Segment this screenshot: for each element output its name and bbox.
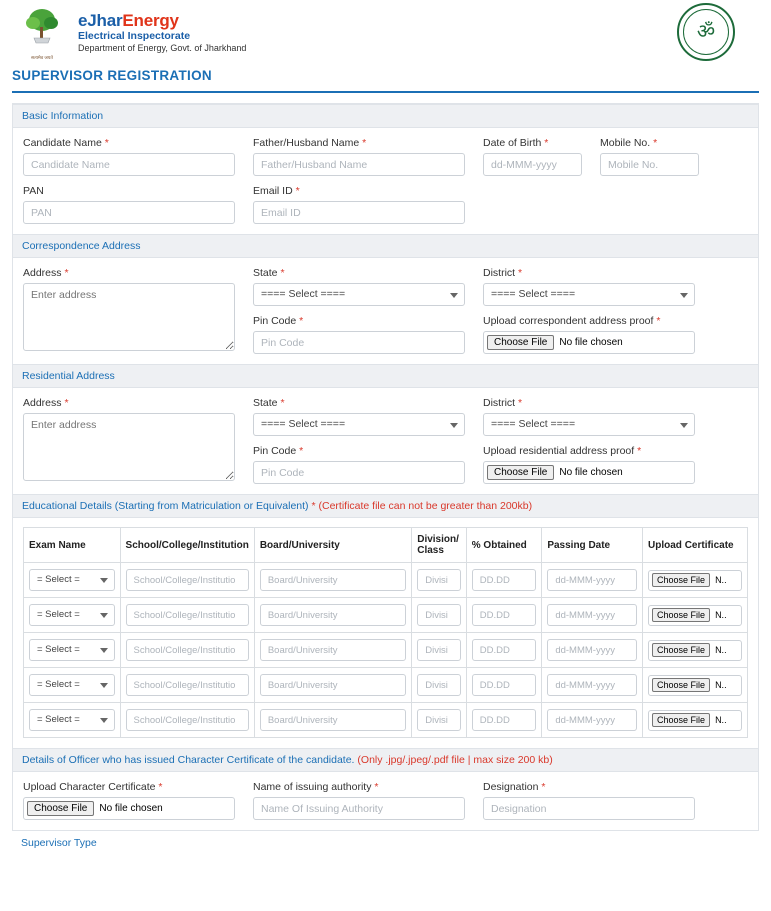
cell-passing-date [542,598,643,633]
choose-file-button[interactable]: Choose File [652,608,710,622]
cell-percent [466,563,542,598]
field-email-id [253,185,465,224]
file-name-label: N.. [715,680,727,690]
passing-date-input[interactable] [547,639,637,661]
passing-date-input[interactable] [547,604,637,626]
required-marker: * [295,185,300,197]
table-row [24,703,748,738]
cell-exam-name [24,633,121,668]
board-university-input[interactable] [260,639,406,661]
label-email-id [253,185,465,197]
residential-district-select-wrap[interactable] [483,413,695,436]
brand-title-first: eJhar [78,10,123,30]
designation-input[interactable] [483,797,695,820]
institution-input[interactable] [126,639,249,661]
required-marker: * [544,137,549,149]
title-divider [12,91,759,93]
file-name-label: No file chosen [99,803,163,814]
required-marker: * [656,315,661,327]
column-division-class: Division/ Class [412,528,467,563]
institution-input[interactable] [126,674,249,696]
date-of-birth-input[interactable] [483,153,582,176]
email-id-input[interactable] [253,201,465,224]
cell-percent [466,598,542,633]
cell-board-university [254,668,411,703]
label-father-husband-name-text: Father/Husband Name [253,137,360,149]
file-name-label: N.. [715,645,727,655]
label-character-certificate-text: Upload Character Certificate [23,781,156,793]
cell-institution [120,598,254,633]
column-institution: School/College/Institution [120,528,254,563]
label-residential-address-proof [483,445,695,457]
cell-institution [120,563,254,598]
correspondence-row [23,267,748,354]
label-correspondence-district-text: District [483,267,516,279]
label-candidate-name-text: Candidate Name [23,137,102,149]
label-correspondence-pincode-text: Pin Code [253,315,297,327]
file-name-label: N.. [715,575,727,585]
section-header-correspondence-address: Correspondence Address [13,234,758,258]
choose-file-button[interactable]: Choose File [652,643,710,657]
choose-file-button[interactable]: Choose File [27,801,94,816]
label-correspondence-state-text: State [253,267,278,279]
section-header-supervisor-type: Supervisor Type [21,837,97,849]
father-husband-name-input[interactable] [253,153,465,176]
cell-passing-date [542,668,643,703]
page-title: SUPERVISOR REGISTRATION [12,68,212,83]
field-correspondence-address-proof [483,315,695,354]
required-marker: * [299,445,304,457]
correspondence-address-proof-file[interactable] [483,331,695,354]
cell-percent [466,703,542,738]
label-correspondence-address-text: Address [23,267,62,279]
brand-block [78,11,246,54]
file-name-label: N.. [715,715,727,725]
table-header-row [24,528,748,563]
required-marker: * [158,781,163,793]
label-character-certificate [23,781,235,793]
correspondence-state-select-wrap[interactable] [253,283,465,306]
required-marker: * [637,445,642,457]
field-residential-address-proof [483,445,695,484]
label-email-id-text: Email ID [253,185,293,197]
cell-board-university [254,633,411,668]
field-pan [23,185,235,224]
educational-details-table-wrap [13,518,758,748]
educational-details-note: (Certificate file can not be greater than 200kb) [318,500,533,512]
label-designation-text: Designation [483,781,539,793]
label-residential-district [483,397,695,409]
required-marker: * [64,397,69,409]
exam-name-select-wrap[interactable] [29,639,115,661]
label-residential-state-text: State [253,397,278,409]
required-marker: * [518,397,523,409]
exam-name-select-wrap[interactable] [29,674,115,696]
basic-row-2 [23,185,748,224]
logo-caption: सत्यमेव जयते [31,55,53,60]
field-date-of-birth [483,137,582,176]
cell-passing-date [542,563,643,598]
required-marker: * [104,137,109,149]
choose-file-button[interactable]: Choose File [652,713,710,727]
label-correspondence-address [23,267,235,279]
table-row [24,668,748,703]
field-designation [483,781,695,820]
certificate-file[interactable] [648,605,742,626]
candidate-name-input[interactable] [23,153,235,176]
mobile-number-input[interactable] [600,153,699,176]
file-name-label: N.. [715,610,727,620]
brand-subtitle: Electrical Inspectorate [78,29,191,42]
table-row [24,563,748,598]
cell-division [412,598,467,633]
table-row [24,633,748,668]
exam-name-select-wrap[interactable] [29,709,115,731]
required-marker: * [362,137,367,149]
label-residential-pincode-text: Pin Code [253,445,297,457]
exam-name-select-wrap[interactable] [29,604,115,626]
section-header-educational-details [13,494,758,518]
pan-input[interactable] [23,201,235,224]
required-marker: * [518,267,523,279]
jharkhand-government-emblem [677,3,735,61]
emblem-glyph: ॐ [696,21,716,43]
character-certificate-file[interactable] [23,797,235,820]
cell-percent [466,668,542,703]
file-name-label: No file chosen [559,337,623,348]
division-input[interactable] [417,569,461,591]
certificate-file[interactable] [648,675,742,696]
correspondence-district-select[interactable] [483,283,695,306]
choose-file-button[interactable]: Choose File [487,465,554,480]
board-university-input[interactable] [260,604,406,626]
cell-exam-name [24,703,121,738]
cell-board-university [254,703,411,738]
label-correspondence-state [253,267,465,279]
required-marker: * [374,781,379,793]
cell-certificate [643,633,748,668]
registration-form [12,103,759,831]
exam-name-select[interactable] [29,604,115,626]
cell-institution [120,703,254,738]
choose-file-button[interactable]: Choose File [652,573,710,587]
officer-details-note: (Only .jpg/.jpeg/.pdf file | max size 200 kb) [357,754,553,766]
choose-file-button[interactable]: Choose File [652,678,710,692]
cell-passing-date [542,703,643,738]
division-input[interactable] [417,604,461,626]
officer-row [23,781,748,820]
cell-institution [120,633,254,668]
certificate-file[interactable] [648,640,742,661]
institution-input[interactable] [126,709,249,731]
correspondence-state-select[interactable] [253,283,465,306]
label-designation [483,781,695,793]
label-date-of-birth-text: Date of Birth [483,137,542,149]
section-header-basic-information: Basic Information [13,104,758,128]
label-mobile-number [600,137,699,149]
institution-input[interactable] [126,604,249,626]
cell-certificate [643,668,748,703]
institution-input[interactable] [126,569,249,591]
cell-certificate [643,563,748,598]
column-passing-date: Passing Date [542,528,643,563]
label-issuing-authority-text: Name of issuing authority [253,781,372,793]
residential-pincode-input[interactable] [253,461,465,484]
table-row [24,598,748,633]
field-residential-pincode [253,445,465,484]
board-university-input[interactable] [260,569,406,591]
brand-title-second: Energy [122,10,179,30]
field-correspondence-state [253,267,465,306]
passing-date-input[interactable] [547,674,637,696]
label-correspondence-pincode [253,315,465,327]
residential-district-select[interactable] [483,413,695,436]
division-input[interactable] [417,639,461,661]
officer-details-heading: Details of Officer who has issued Character Certificate of the candidate. [22,754,355,766]
field-correspondence-pincode [253,315,465,354]
division-input[interactable] [417,674,461,696]
label-residential-district-text: District [483,397,516,409]
cell-percent [466,633,542,668]
cell-certificate [643,703,748,738]
residential-right-column [483,397,695,484]
cell-division [412,633,467,668]
label-residential-pincode [253,445,465,457]
section-body-correspondence-address [13,258,758,364]
brand-department: Department of Energy, Govt. of Jharkhand [78,43,247,54]
exam-name-select[interactable] [29,569,115,591]
residential-state-select-wrap[interactable] [253,413,465,436]
field-correspondence-district [483,267,695,306]
cell-division [412,668,467,703]
required-marker: * [541,781,546,793]
field-residential-state [253,397,465,436]
required-marker: * [280,397,285,409]
section-header-officer-details [13,748,758,772]
correspondence-right-column [483,267,695,354]
cell-passing-date [542,633,643,668]
exam-name-select-wrap[interactable] [29,569,115,591]
residential-address-proof-file[interactable] [483,461,695,484]
percent-obtained-input[interactable] [472,639,537,661]
tree-bulb-icon [22,7,62,45]
section-body-basic-information [13,128,758,234]
label-correspondence-district [483,267,695,279]
field-candidate-name [23,137,235,176]
residential-middle-column [253,397,465,484]
column-exam-name: Exam Name [24,528,121,563]
label-residential-address-proof-text: Upload residential address proof [483,445,635,457]
cell-division [412,563,467,598]
cell-board-university [254,598,411,633]
exam-name-select[interactable] [29,709,115,731]
passing-date-input[interactable] [547,709,637,731]
educational-details-table [23,527,748,738]
residential-address-textarea[interactable] [23,413,235,481]
cell-exam-name [24,668,121,703]
cell-division [412,703,467,738]
label-candidate-name [23,137,235,149]
passing-date-input[interactable] [547,569,637,591]
certificate-file[interactable] [648,570,742,591]
required-marker: * [299,315,304,327]
field-father-husband-name [253,137,465,176]
certificate-file[interactable] [648,710,742,731]
field-issuing-authority [253,781,465,820]
correspondence-address-textarea[interactable] [23,283,235,351]
label-date-of-birth [483,137,582,149]
label-correspondence-address-proof [483,315,695,327]
label-correspondence-address-proof-text: Upload correspondent address proof [483,315,654,327]
column-upload-certificate: Upload Certificate [643,528,748,563]
basic-row-1 [23,137,748,176]
required-marker: * [308,500,316,512]
percent-obtained-input[interactable] [472,709,537,731]
file-name-label: No file chosen [559,467,623,478]
label-issuing-authority [253,781,465,793]
required-marker: * [280,267,285,279]
cell-certificate [643,598,748,633]
section-body-residential-address [13,388,758,494]
label-residential-address-text: Address [23,397,62,409]
cell-exam-name [24,563,121,598]
label-residential-state [253,397,465,409]
field-residential-address [23,397,235,484]
issuing-authority-input[interactable] [253,797,465,820]
correspondence-district-select-wrap[interactable] [483,283,695,306]
label-mobile-number-text: Mobile No. [600,137,651,149]
label-residential-address [23,397,235,409]
exam-name-select[interactable] [29,639,115,661]
section-body-officer-details [13,772,758,830]
exam-name-select[interactable] [29,674,115,696]
board-university-input[interactable] [260,709,406,731]
column-board-university: Board/University [254,528,411,563]
percent-obtained-input[interactable] [472,604,537,626]
educational-details-heading: Educational Details (Starting from Matriculation or Equivalent) [22,500,309,512]
brand-title [78,11,246,30]
required-marker: * [64,267,69,279]
percent-obtained-input[interactable] [472,674,537,696]
residential-state-select[interactable] [253,413,465,436]
site-header [0,0,771,62]
division-input[interactable] [417,709,461,731]
correspondence-pincode-input[interactable] [253,331,465,354]
cell-institution [120,668,254,703]
percent-obtained-input[interactable] [472,569,537,591]
ejharenergy-logo [14,5,70,59]
field-correspondence-address [23,267,235,354]
board-university-input[interactable] [260,674,406,696]
cell-board-university [254,563,411,598]
choose-file-button[interactable]: Choose File [487,335,554,350]
section-header-residential-address: Residential Address [13,364,758,388]
field-character-certificate [23,781,235,820]
required-marker: * [653,137,658,149]
cell-exam-name [24,598,121,633]
educational-details-rows [24,563,748,738]
label-pan: PAN [23,185,44,197]
column-percent-obtained: % Obtained [466,528,542,563]
field-mobile-number [600,137,699,176]
label-father-husband-name [253,137,465,149]
residential-row [23,397,748,484]
field-residential-district [483,397,695,436]
correspondence-middle-column [253,267,465,354]
